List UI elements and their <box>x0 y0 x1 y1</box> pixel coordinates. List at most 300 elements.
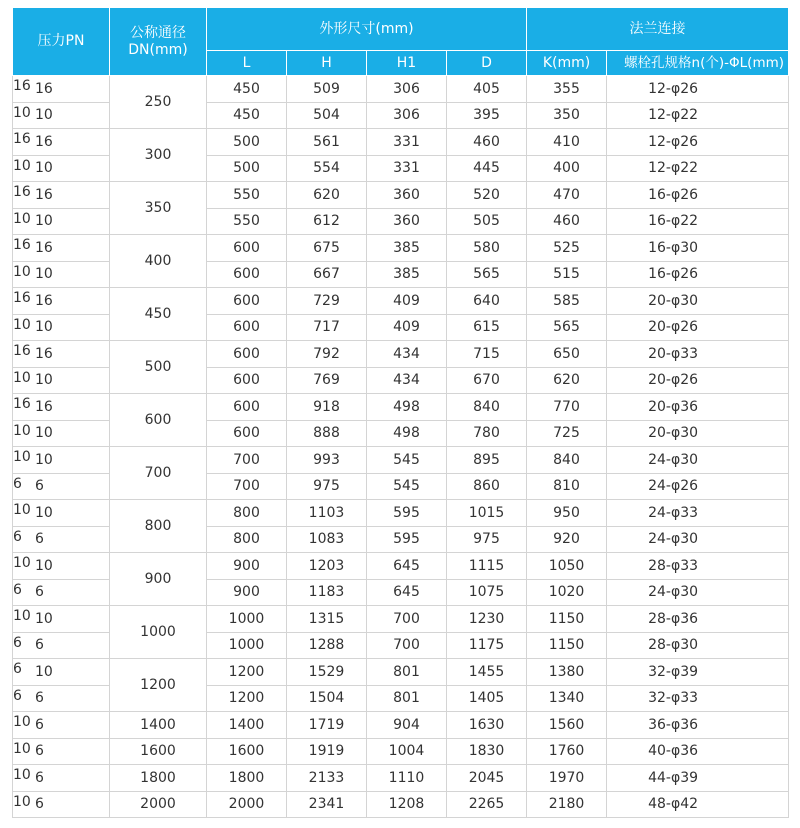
table-row <box>13 394 789 421</box>
k-cell: 410 <box>527 129 607 156</box>
pressure-alt-value: 10 <box>13 422 31 439</box>
bolt-spec-cell: 16-φ26 <box>607 261 789 288</box>
d-cell: 1075 <box>447 579 527 606</box>
h1-cell: 409 <box>367 314 447 341</box>
h1-cell: 360 <box>367 208 447 235</box>
bolt-spec-cell: 28-φ36 <box>607 606 789 633</box>
pressure-alt-value: 10 <box>13 263 31 280</box>
d-cell: 460 <box>447 129 527 156</box>
pressure-alt-value: 10 <box>13 210 31 227</box>
pressure-cell <box>13 659 110 686</box>
pressure-alt-value: 16 <box>13 184 31 200</box>
table-row <box>13 500 789 527</box>
h-cell: 1083 <box>287 526 367 553</box>
d-cell: 520 <box>447 182 527 209</box>
h-cell: 918 <box>287 394 367 421</box>
h1-cell: 645 <box>367 553 447 580</box>
k-cell: 1560 <box>527 712 607 739</box>
h1-cell: 434 <box>367 341 447 368</box>
k-cell: 950 <box>527 500 607 527</box>
spec-table-container <box>12 7 788 818</box>
bolt-spec-cell: 28-φ33 <box>607 553 789 580</box>
pressure-cell <box>13 553 110 580</box>
h-cell: 1288 <box>287 632 367 659</box>
k-cell: 350 <box>527 102 607 129</box>
d-cell: 1115 <box>447 553 527 580</box>
pressure-value: 6 <box>35 716 44 733</box>
k-cell: 400 <box>527 155 607 182</box>
d-cell: 1630 <box>447 712 527 739</box>
pressure-value: 6 <box>35 637 44 654</box>
l-cell: 1200 <box>207 659 287 686</box>
nominal-diameter-cell: 1000 <box>110 606 207 659</box>
bolt-spec-cell: 32-φ33 <box>607 685 789 712</box>
h1-cell: 645 <box>367 579 447 606</box>
k-cell: 1020 <box>527 579 607 606</box>
bolt-spec-cell: 12-φ26 <box>607 129 789 156</box>
table-body <box>13 76 789 818</box>
h1-cell: 700 <box>367 632 447 659</box>
k-cell: 515 <box>527 261 607 288</box>
l-cell: 600 <box>207 235 287 262</box>
k-cell: 565 <box>527 314 607 341</box>
nominal-diameter-cell: 400 <box>110 235 207 288</box>
l-cell: 1000 <box>207 606 287 633</box>
k-cell: 1760 <box>527 738 607 765</box>
pressure-alt-value: 6 <box>13 634 22 651</box>
h-cell: 509 <box>287 76 367 103</box>
d-cell: 2045 <box>447 765 527 792</box>
h1-cell: 498 <box>367 394 447 421</box>
pressure-value: 10 <box>35 319 53 336</box>
h1-cell: 385 <box>367 261 447 288</box>
l-cell: 550 <box>207 182 287 209</box>
pressure-value: 6 <box>35 478 44 495</box>
k-cell: 355 <box>527 76 607 103</box>
bolt-spec-cell: 16-φ26 <box>607 182 789 209</box>
d-cell: 1455 <box>447 659 527 686</box>
bolt-spec-cell: 16-φ22 <box>607 208 789 235</box>
pressure-alt-value: 16 <box>13 131 31 147</box>
h-cell: 667 <box>287 261 367 288</box>
h-cell: 1315 <box>287 606 367 633</box>
h-cell: 561 <box>287 129 367 156</box>
pressure-cell <box>13 579 110 606</box>
nominal-diameter-cell: 300 <box>110 129 207 182</box>
h-cell: 504 <box>287 102 367 129</box>
l-cell: 1600 <box>207 738 287 765</box>
bolt-spec-cell: 24-φ33 <box>607 500 789 527</box>
table-row <box>13 182 789 209</box>
nominal-diameter-cell: 2000 <box>110 791 207 818</box>
h1-cell: 331 <box>367 129 447 156</box>
header-dimensions: 外形尺寸(mm) <box>207 8 527 51</box>
h-cell: 993 <box>287 447 367 474</box>
h1-cell: 545 <box>367 473 447 500</box>
h-cell: 975 <box>287 473 367 500</box>
l-cell: 1200 <box>207 685 287 712</box>
h-cell: 1504 <box>287 685 367 712</box>
nominal-diameter-cell: 700 <box>110 447 207 500</box>
pressure-alt-value: 10 <box>13 555 31 571</box>
h-cell: 554 <box>287 155 367 182</box>
header-h1: H1 <box>367 51 447 76</box>
h-cell: 1919 <box>287 738 367 765</box>
nominal-diameter-cell: 600 <box>110 394 207 447</box>
d-cell: 405 <box>447 76 527 103</box>
bolt-spec-cell: 20-φ26 <box>607 314 789 341</box>
k-cell: 2180 <box>527 791 607 818</box>
h-cell: 1183 <box>287 579 367 606</box>
l-cell: 900 <box>207 579 287 606</box>
h1-cell: 595 <box>367 500 447 527</box>
pressure-value: 16 <box>35 80 53 97</box>
l-cell: 1000 <box>207 632 287 659</box>
d-cell: 780 <box>447 420 527 447</box>
h1-cell: 801 <box>367 685 447 712</box>
pressure-alt-value: 10 <box>13 369 31 386</box>
bolt-spec-cell: 24-φ30 <box>607 447 789 474</box>
d-cell: 715 <box>447 341 527 368</box>
pressure-value: 10 <box>35 451 53 468</box>
pressure-value: 10 <box>35 504 53 521</box>
pressure-cell <box>13 420 110 447</box>
table-row <box>13 341 789 368</box>
h1-cell: 306 <box>367 76 447 103</box>
pressure-alt-value: 16 <box>13 396 31 412</box>
l-cell: 600 <box>207 261 287 288</box>
pressure-value: 6 <box>35 743 44 760</box>
h1-cell: 385 <box>367 235 447 262</box>
bolt-spec-cell: 24-φ26 <box>607 473 789 500</box>
d-cell: 860 <box>447 473 527 500</box>
l-cell: 1400 <box>207 712 287 739</box>
pressure-cell <box>13 155 110 182</box>
h-cell: 612 <box>287 208 367 235</box>
pressure-value: 10 <box>35 160 53 177</box>
header-nominal-diameter <box>110 8 207 76</box>
l-cell: 600 <box>207 367 287 394</box>
pressure-alt-value: 6 <box>13 475 22 492</box>
k-cell: 920 <box>527 526 607 553</box>
pressure-value: 6 <box>35 769 44 786</box>
d-cell: 615 <box>447 314 527 341</box>
table-row <box>13 288 789 315</box>
k-cell: 525 <box>527 235 607 262</box>
table-row <box>13 606 789 633</box>
d-cell: 395 <box>447 102 527 129</box>
pressure-alt-value: 6 <box>13 581 22 598</box>
pressure-cell <box>13 261 110 288</box>
header-d: D <box>447 51 527 76</box>
k-cell: 1050 <box>527 553 607 580</box>
bolt-spec-cell: 20-φ30 <box>607 420 789 447</box>
h1-cell: 801 <box>367 659 447 686</box>
h1-cell: 1004 <box>367 738 447 765</box>
l-cell: 900 <box>207 553 287 580</box>
pressure-alt-value: 10 <box>13 316 31 333</box>
pressure-value: 10 <box>35 372 53 389</box>
k-cell: 470 <box>527 182 607 209</box>
h1-cell: 498 <box>367 420 447 447</box>
pressure-cell <box>13 738 110 765</box>
valve-dimension-table <box>12 7 789 818</box>
k-cell: 770 <box>527 394 607 421</box>
l-cell: 450 <box>207 76 287 103</box>
bolt-spec-cell: 12-φ22 <box>607 102 789 129</box>
pressure-cell <box>13 314 110 341</box>
k-cell: 1380 <box>527 659 607 686</box>
l-cell: 700 <box>207 447 287 474</box>
pressure-value: 6 <box>35 584 44 601</box>
pressure-cell <box>13 473 110 500</box>
pressure-alt-value: 16 <box>13 290 31 306</box>
pressure-cell <box>13 500 110 527</box>
pressure-alt-value: 10 <box>13 740 31 757</box>
nominal-diameter-cell: 800 <box>110 500 207 553</box>
d-cell: 895 <box>447 447 527 474</box>
l-cell: 600 <box>207 341 287 368</box>
l-cell: 600 <box>207 314 287 341</box>
pressure-cell <box>13 288 110 315</box>
table-row <box>13 712 789 739</box>
table-header <box>13 8 789 76</box>
pressure-cell <box>13 394 110 421</box>
pressure-alt-value: 10 <box>13 767 31 783</box>
k-cell: 585 <box>527 288 607 315</box>
bolt-spec-cell: 24-φ30 <box>607 526 789 553</box>
pressure-value: 16 <box>35 186 53 203</box>
k-cell: 810 <box>527 473 607 500</box>
table-row <box>13 553 789 580</box>
pressure-value: 10 <box>35 425 53 442</box>
h-cell: 2341 <box>287 791 367 818</box>
h-cell: 1103 <box>287 500 367 527</box>
d-cell: 840 <box>447 394 527 421</box>
l-cell: 1800 <box>207 765 287 792</box>
l-cell: 500 <box>207 129 287 156</box>
l-cell: 600 <box>207 420 287 447</box>
bolt-spec-cell: 20-φ26 <box>607 367 789 394</box>
h1-cell: 360 <box>367 182 447 209</box>
nominal-diameter-cell: 1400 <box>110 712 207 739</box>
h1-cell: 1110 <box>367 765 447 792</box>
h-cell: 729 <box>287 288 367 315</box>
d-cell: 1175 <box>447 632 527 659</box>
d-cell: 580 <box>447 235 527 262</box>
l-cell: 500 <box>207 155 287 182</box>
h1-cell: 409 <box>367 288 447 315</box>
pressure-cell <box>13 632 110 659</box>
pressure-cell <box>13 685 110 712</box>
pressure-value: 16 <box>35 292 53 309</box>
nominal-diameter-cell: 1200 <box>110 659 207 712</box>
pressure-value: 10 <box>35 557 53 574</box>
pressure-cell <box>13 712 110 739</box>
table-row <box>13 659 789 686</box>
pressure-cell <box>13 76 110 103</box>
bolt-spec-cell: 36-φ36 <box>607 712 789 739</box>
k-cell: 650 <box>527 341 607 368</box>
pressure-cell <box>13 129 110 156</box>
pressure-alt-value: 10 <box>13 157 31 174</box>
k-cell: 1340 <box>527 685 607 712</box>
pressure-value: 16 <box>35 345 53 362</box>
nominal-diameter-cell: 450 <box>110 288 207 341</box>
pressure-cell <box>13 182 110 209</box>
l-cell: 600 <box>207 288 287 315</box>
table-row <box>13 235 789 262</box>
d-cell: 1230 <box>447 606 527 633</box>
pressure-alt-value: 10 <box>13 793 31 810</box>
bolt-spec-cell: 12-φ26 <box>607 76 789 103</box>
pressure-value: 10 <box>35 266 53 283</box>
bolt-spec-cell: 48-φ42 <box>607 791 789 818</box>
h1-cell: 904 <box>367 712 447 739</box>
k-cell: 1970 <box>527 765 607 792</box>
pressure-cell <box>13 341 110 368</box>
pressure-alt-value: 6 <box>13 661 22 677</box>
pressure-alt-value: 16 <box>13 343 31 359</box>
h-cell: 792 <box>287 341 367 368</box>
pressure-cell <box>13 765 110 792</box>
table-row <box>13 76 789 103</box>
h-cell: 717 <box>287 314 367 341</box>
header-l: L <box>207 51 287 76</box>
bolt-spec-cell: 44-φ39 <box>607 765 789 792</box>
h-cell: 1719 <box>287 712 367 739</box>
h-cell: 1529 <box>287 659 367 686</box>
d-cell: 1405 <box>447 685 527 712</box>
h1-cell: 700 <box>367 606 447 633</box>
pressure-alt-value: 10 <box>13 502 31 518</box>
h-cell: 620 <box>287 182 367 209</box>
bolt-spec-cell: 32-φ39 <box>607 659 789 686</box>
pressure-alt-value: 10 <box>13 714 31 730</box>
l-cell: 450 <box>207 102 287 129</box>
pressure-value: 16 <box>35 398 53 415</box>
l-cell: 800 <box>207 526 287 553</box>
l-cell: 700 <box>207 473 287 500</box>
header-pressure: 压力PN <box>13 8 110 76</box>
h1-cell: 306 <box>367 102 447 129</box>
k-cell: 460 <box>527 208 607 235</box>
d-cell: 2265 <box>447 791 527 818</box>
bolt-spec-cell: 28-φ30 <box>607 632 789 659</box>
l-cell: 2000 <box>207 791 287 818</box>
pressure-alt-value: 6 <box>13 687 22 704</box>
pressure-cell <box>13 606 110 633</box>
nominal-diameter-cell: 350 <box>110 182 207 235</box>
bolt-spec-cell: 20-φ36 <box>607 394 789 421</box>
h1-cell: 545 <box>367 447 447 474</box>
d-cell: 670 <box>447 367 527 394</box>
table-row <box>13 791 789 818</box>
bolt-spec-cell: 16-φ30 <box>607 235 789 262</box>
header-h: H <box>287 51 367 76</box>
l-cell: 800 <box>207 500 287 527</box>
nominal-diameter-cell: 900 <box>110 553 207 606</box>
d-cell: 445 <box>447 155 527 182</box>
table-row <box>13 765 789 792</box>
nominal-diameter-cell: 1600 <box>110 738 207 765</box>
nominal-diameter-cell: 250 <box>110 76 207 129</box>
pressure-cell <box>13 102 110 129</box>
table-row <box>13 738 789 765</box>
d-cell: 640 <box>447 288 527 315</box>
h1-cell: 595 <box>367 526 447 553</box>
pressure-alt-value: 6 <box>13 528 22 545</box>
header-nominal-diameter-line2: DN(mm) <box>128 41 188 58</box>
table-row <box>13 447 789 474</box>
l-cell: 550 <box>207 208 287 235</box>
h1-cell: 331 <box>367 155 447 182</box>
header-nominal-diameter-line1: 公称通径 <box>130 24 186 41</box>
nominal-diameter-cell: 1800 <box>110 765 207 792</box>
d-cell: 1830 <box>447 738 527 765</box>
pressure-alt-value: 10 <box>13 449 31 465</box>
h-cell: 769 <box>287 367 367 394</box>
h-cell: 2133 <box>287 765 367 792</box>
h1-cell: 434 <box>367 367 447 394</box>
pressure-value: 10 <box>35 663 53 680</box>
pressure-value: 6 <box>35 796 44 813</box>
pressure-cell <box>13 791 110 818</box>
pressure-value: 10 <box>35 107 53 124</box>
header-flange: 法兰连接 <box>527 8 789 51</box>
bolt-spec-cell: 24-φ30 <box>607 579 789 606</box>
header-bolt: 螺栓孔规格n(个)-ΦL(mm) <box>607 51 789 76</box>
pressure-alt-value: 10 <box>13 104 31 121</box>
d-cell: 505 <box>447 208 527 235</box>
h-cell: 675 <box>287 235 367 262</box>
table-row <box>13 129 789 156</box>
pressure-cell <box>13 526 110 553</box>
bolt-spec-cell: 12-φ22 <box>607 155 789 182</box>
bolt-spec-cell: 20-φ30 <box>607 288 789 315</box>
pressure-value: 16 <box>35 133 53 150</box>
d-cell: 565 <box>447 261 527 288</box>
nominal-diameter-cell: 500 <box>110 341 207 394</box>
k-cell: 1150 <box>527 632 607 659</box>
l-cell: 600 <box>207 394 287 421</box>
pressure-value: 6 <box>35 531 44 548</box>
pressure-alt-value: 16 <box>13 78 31 94</box>
header-k: K(mm) <box>527 51 607 76</box>
h-cell: 1203 <box>287 553 367 580</box>
pressure-value: 6 <box>35 690 44 707</box>
pressure-cell <box>13 235 110 262</box>
pressure-value: 10 <box>35 610 53 627</box>
d-cell: 1015 <box>447 500 527 527</box>
pressure-cell <box>13 447 110 474</box>
pressure-alt-value: 10 <box>13 608 31 624</box>
pressure-value: 16 <box>35 239 53 256</box>
k-cell: 620 <box>527 367 607 394</box>
pressure-cell <box>13 208 110 235</box>
bolt-spec-cell: 40-φ36 <box>607 738 789 765</box>
d-cell: 975 <box>447 526 527 553</box>
bolt-spec-cell: 20-φ33 <box>607 341 789 368</box>
k-cell: 725 <box>527 420 607 447</box>
pressure-value: 10 <box>35 213 53 230</box>
k-cell: 840 <box>527 447 607 474</box>
pressure-cell <box>13 367 110 394</box>
h1-cell: 1208 <box>367 791 447 818</box>
k-cell: 1150 <box>527 606 607 633</box>
h-cell: 888 <box>287 420 367 447</box>
pressure-alt-value: 16 <box>13 237 31 253</box>
